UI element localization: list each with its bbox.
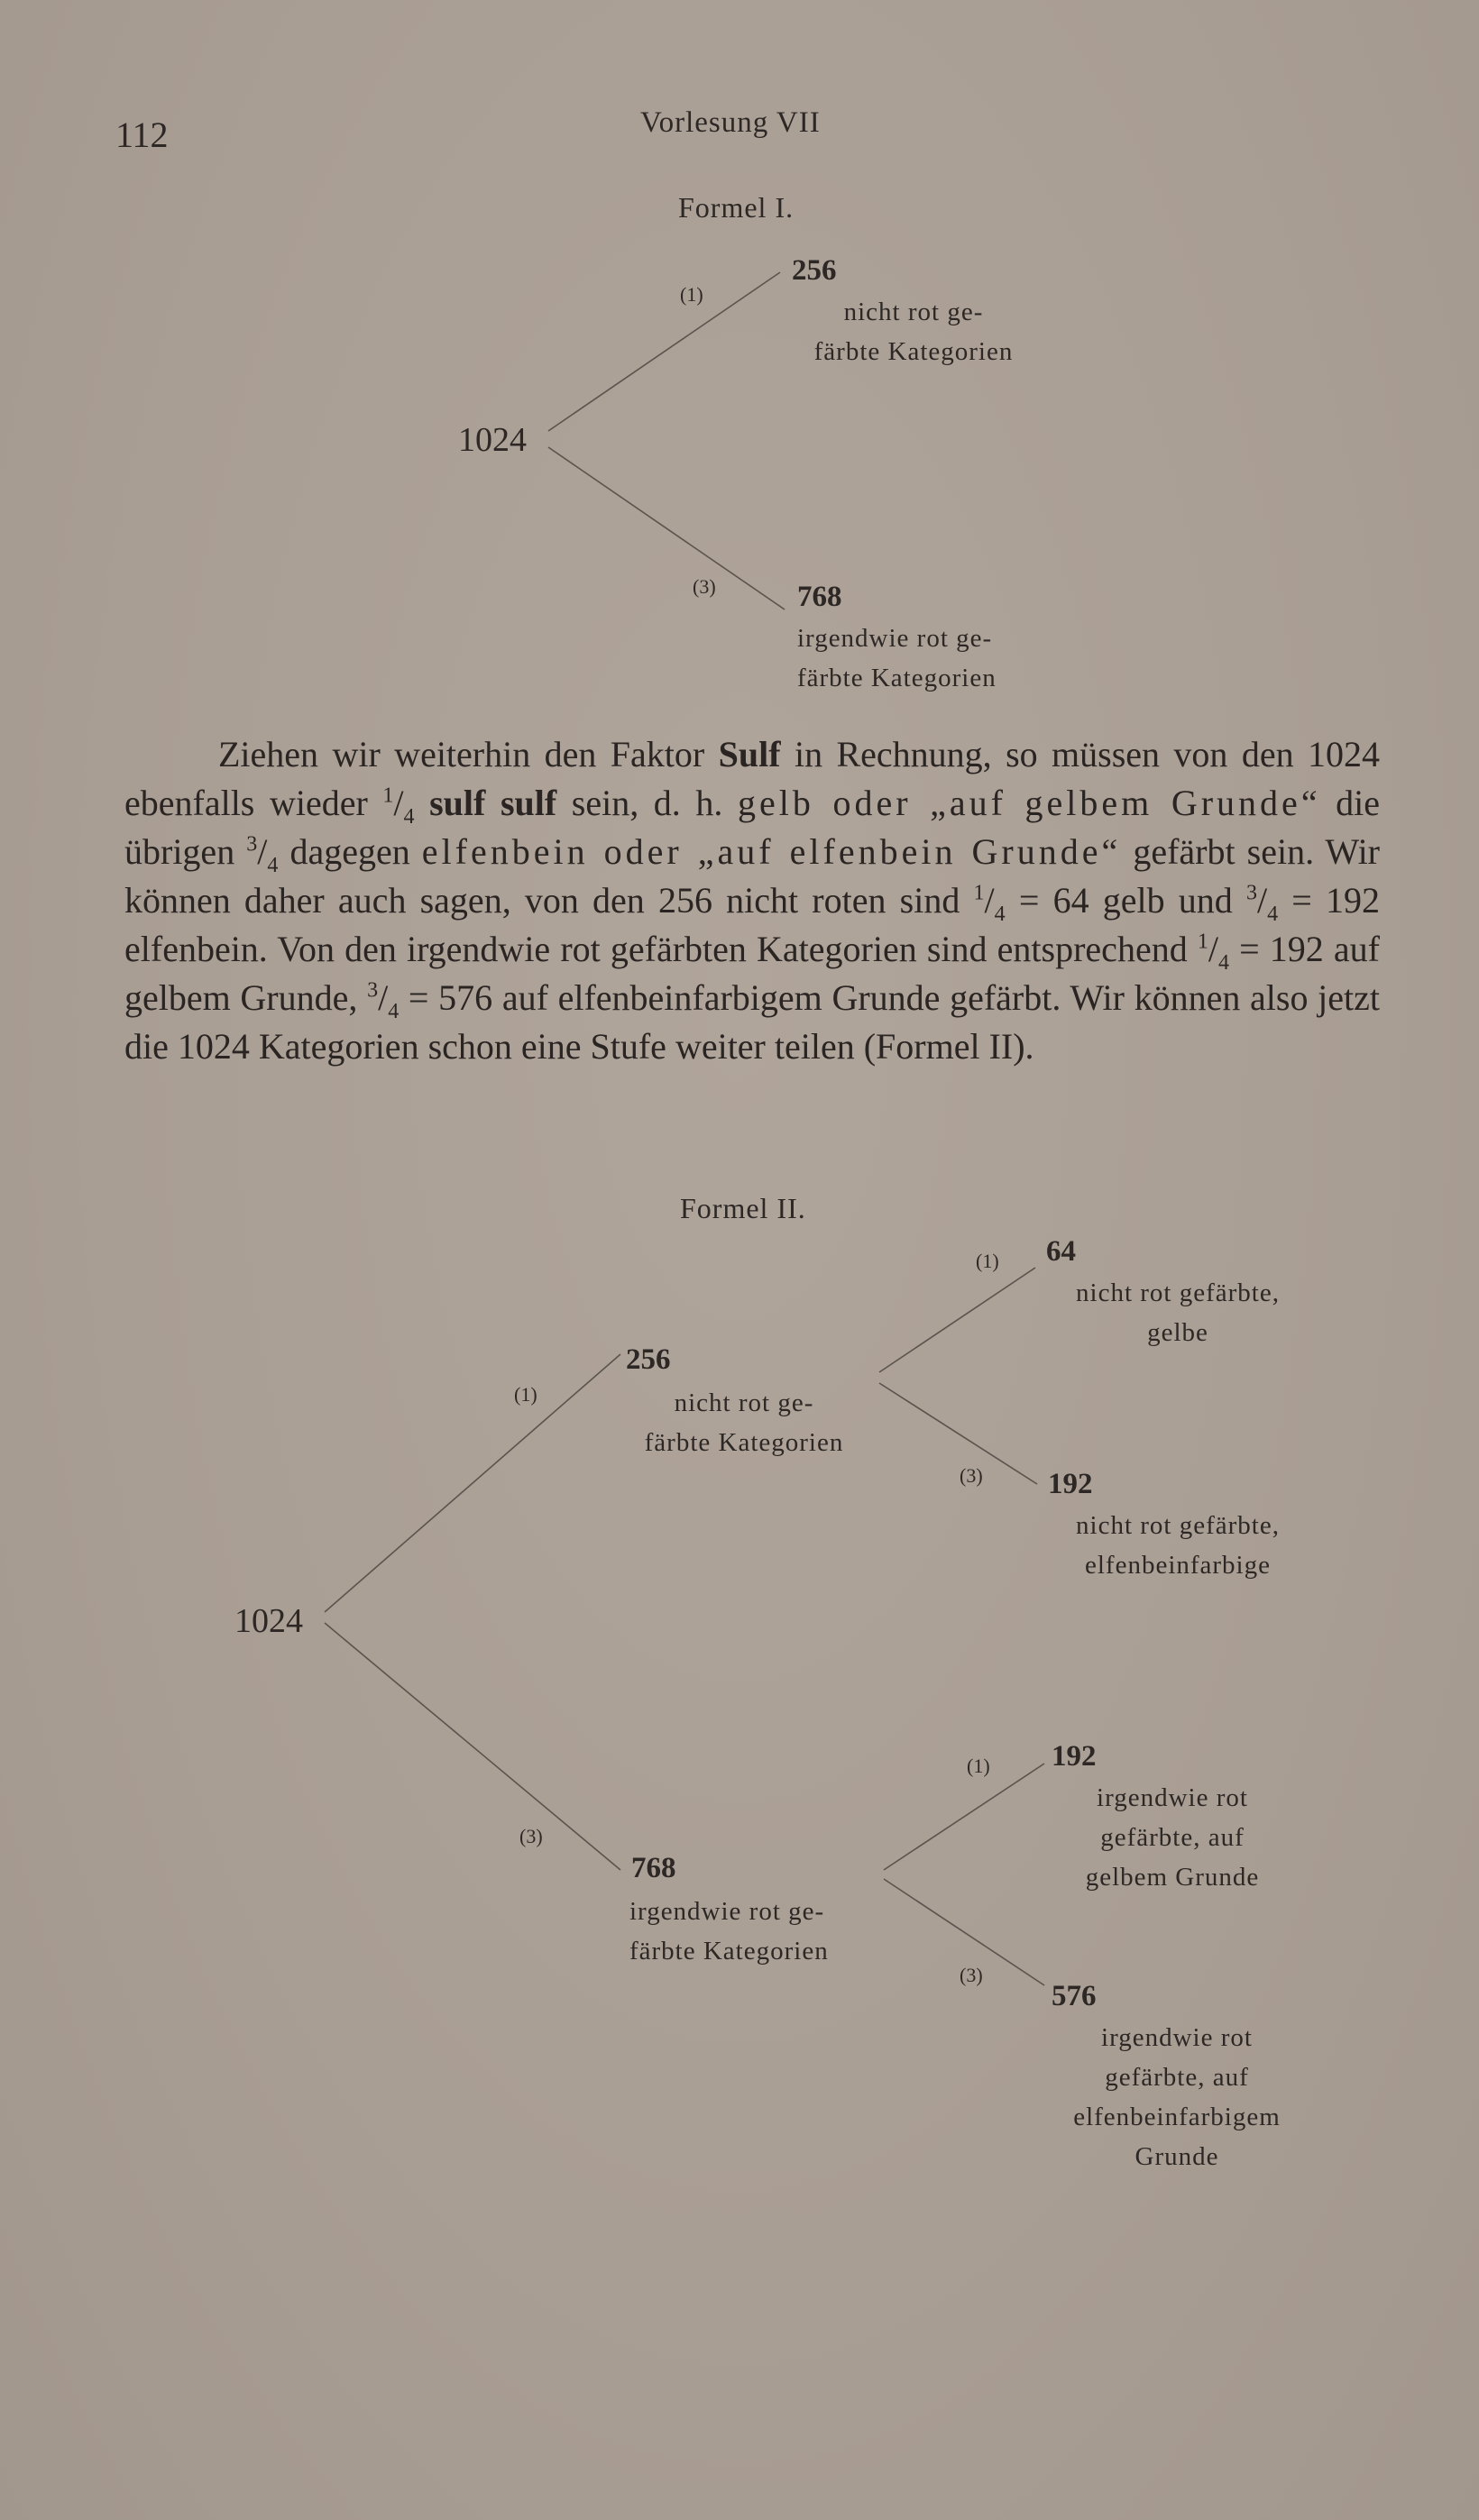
label-line: gefärbte, auf: [1100, 1823, 1245, 1852]
factor-sulfsulf: sulf sulf: [429, 783, 557, 823]
fraction-numerator: 1: [973, 881, 985, 905]
label-line: nicht rot gefärbte,: [1076, 1511, 1280, 1540]
formel2-192b-ratio: (1): [967, 1755, 990, 1777]
spaced-text: elfenbein oder „auf elfenbein Grunde“: [421, 831, 1122, 872]
formel2-768-value: 768: [631, 1852, 676, 1884]
fraction-denominator: 4: [994, 903, 1006, 926]
label-line: irgendwie rot: [1097, 1783, 1248, 1812]
label-line: elfenbeinfarbige: [1084, 1551, 1271, 1580]
formel2-64-value: 64: [1046, 1235, 1076, 1268]
f2-branch-64: [879, 1268, 1035, 1372]
fraction-denominator: 4: [388, 1000, 400, 1023]
spaced-text: gelb oder „auf gelbem Grunde“: [738, 783, 1321, 823]
label-line: nicht rot gefärbte,: [1076, 1278, 1280, 1307]
label-line: irgendwie rot ge-: [629, 1897, 825, 1926]
formel2-192b-label: [1046, 1778, 1299, 1897]
text-run: sein, d. h.: [556, 783, 738, 823]
label-line: färbte Kategorien: [629, 1937, 829, 1966]
text-run: Ziehen wir weiterhin den Faktor: [218, 734, 719, 774]
fraction-denominator: 4: [403, 805, 415, 829]
f2-branch-256: [325, 1354, 620, 1612]
label-line: nicht rot ge-: [674, 1388, 814, 1417]
formel2-192a-ratio: (3): [960, 1464, 983, 1487]
formel2-192a-label: [1043, 1506, 1313, 1585]
page-number: 112: [115, 115, 169, 155]
formel2-256-label: [613, 1383, 875, 1462]
body-paragraph: Ziehen wir weiterhin den Faktor Sulf in Rechnung, so müssen von den 1024 ebenfalls wieder $^1/_4$ sulf sulf sein, d. h. gelb oder „auf gelbem Grunde“ die übrigen $^3/_4$ dagegen elfenbein oder „auf elfenbein Grunde“ gefärbt sein. Wir können daher auch sagen, von den 256 nicht roten sind $^1/_4 = 64$ gelb und $^3/_4 = 192$ elfenbein. Von den irgendwie rot gefärbten Kategorien sind entsprechend $^1/_4 = 192$ auf gelbem Grunde, $^3/_4 = 576$ auf elfenbeinfarbigem Grunde gefärbt. Wir können also jetzt die 1024 Kategorien schon eine Stufe weiter teilen (Formel II).: [124, 734, 1381, 1067]
fraction-denominator: 4: [1267, 903, 1279, 926]
text-run: in Rechnung, so müssen von den 1024 ebenfalls wieder: [124, 734, 1380, 823]
fraction-denominator: 4: [267, 854, 279, 877]
fraction-numerator: 3: [367, 978, 379, 1003]
text-run: = 192 elfenbein. Von den irgendwie rot gefärbten Kategorien sind entsprechend: [124, 880, 1381, 969]
formel2-192a-value: 192: [1048, 1468, 1093, 1500]
label-line: färbte Kategorien: [797, 664, 997, 692]
formel2-64-ratio: (1): [976, 1250, 999, 1272]
formel2-256-value: 256: [626, 1343, 671, 1376]
text-run: = 192 auf gelbem Grunde,: [124, 929, 1380, 1018]
formel1-lower-label: [797, 619, 997, 698]
f2-branch-192a: [879, 1383, 1037, 1484]
formel2-576-value: 576: [1052, 1980, 1097, 2012]
f2-branch-192b: [884, 1764, 1044, 1870]
formel2-192b-value: 192: [1052, 1740, 1097, 1773]
text-run: dagegen: [278, 831, 422, 872]
fraction-numerator: 1: [1197, 930, 1208, 954]
fraction-denominator: 4: [1217, 951, 1229, 975]
formel1-root: 1024: [458, 421, 527, 459]
f1-branch-lower: [548, 447, 785, 609]
text-run: gefärbt sein. Wir können daher auch sagen, von den 256 nicht roten sind: [124, 831, 1380, 921]
label-line: gelbem Grunde: [1085, 1863, 1260, 1892]
label-line: färbte Kategorien: [644, 1428, 844, 1457]
formel1-lower-ratio: (3): [693, 575, 716, 598]
text-run: = 64 gelb und: [1005, 880, 1246, 921]
fraction-numerator: 3: [246, 832, 258, 857]
formel2-576-ratio: (3): [960, 1964, 983, 1986]
label-line: irgendwie rot: [1101, 2023, 1253, 2052]
f2-branch-768: [325, 1623, 620, 1870]
label-line: gelbe: [1147, 1318, 1208, 1347]
label-line: gefärbte, auf: [1105, 2063, 1249, 2092]
formel2-768-ratio: (3): [519, 1825, 543, 1847]
label-line: elfenbeinfarbigem: [1073, 2103, 1281, 2131]
label-line: irgendwie rot ge-: [797, 624, 993, 653]
formel1-lower-value: 768: [797, 581, 842, 613]
label-line: nicht rot ge-: [843, 298, 984, 326]
text-run: die übrigen: [124, 783, 1381, 872]
label-line: färbte Kategorien: [813, 337, 1014, 366]
formel2-256-ratio: (1): [514, 1383, 537, 1406]
text-run: = 576 auf elfenbeinfarbigem Grunde gefärbt. Wir können also jetzt die 1024 Kategorien schon eine Stufe weiter teilen (Formel II).: [124, 977, 1381, 1067]
formel2-576-label: [1046, 2018, 1308, 2176]
fraction-numerator: 1: [382, 783, 394, 808]
formel2-768-label: [629, 1892, 829, 1971]
formel1-title: Formel I.: [678, 191, 795, 224]
formel1-upper-value: 256: [792, 254, 837, 287]
formel1-upper-label: [783, 292, 1044, 371]
f1-branch-upper: [548, 272, 780, 431]
fraction-numerator: 3: [1245, 881, 1257, 905]
formel2-root: 1024: [234, 1602, 303, 1640]
formel1-upper-ratio: (1): [680, 283, 703, 306]
factor-sulf: Sulf: [718, 734, 781, 774]
label-line: Grunde: [1135, 2142, 1219, 2171]
formel2-title: Formel II.: [680, 1192, 806, 1224]
running-head: Vorlesung VII: [640, 106, 821, 139]
formel2-64-label: [1043, 1273, 1313, 1352]
